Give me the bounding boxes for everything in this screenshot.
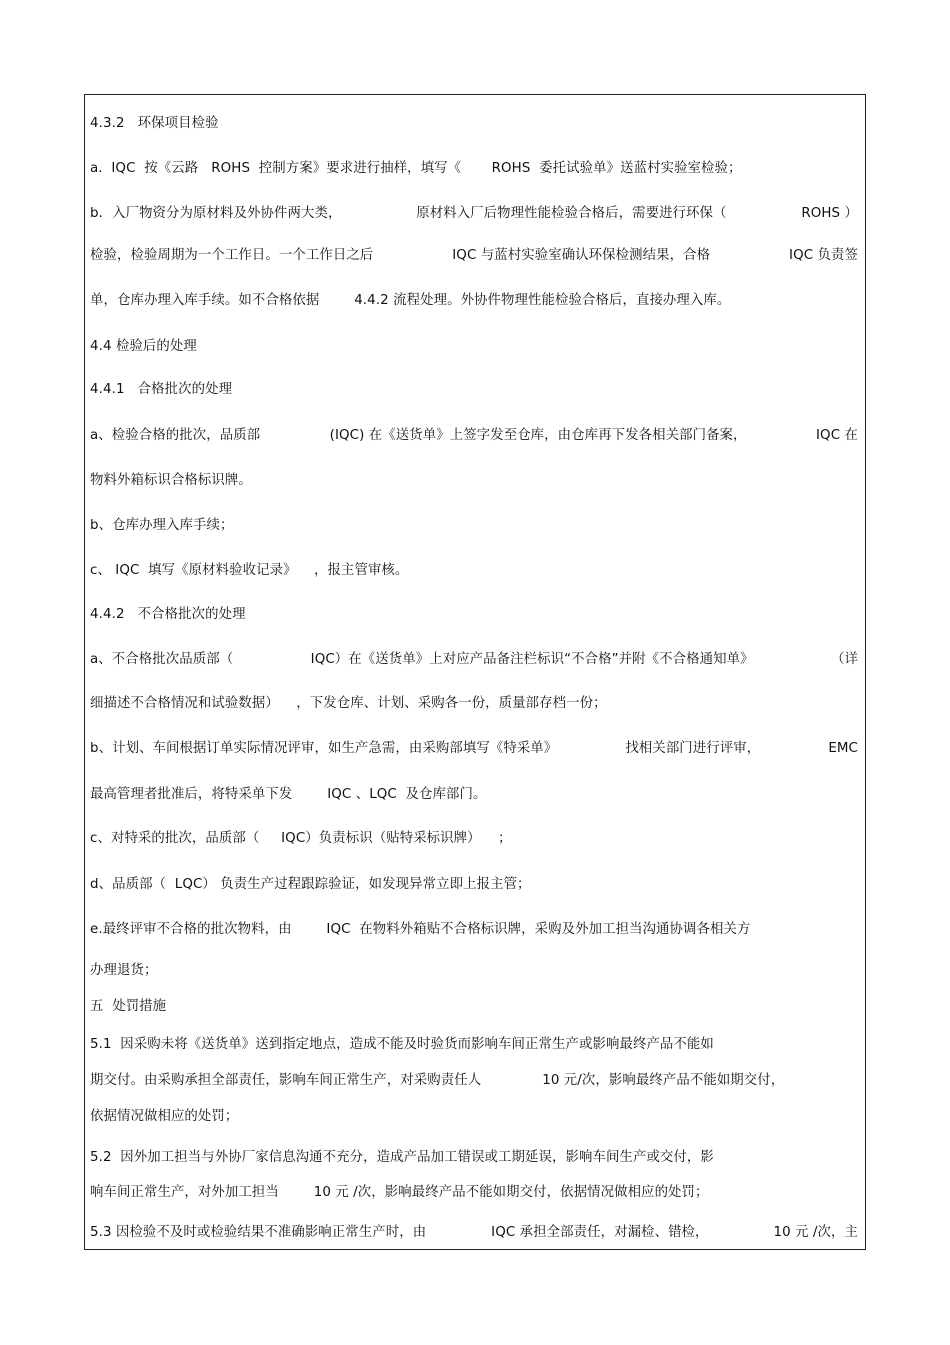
paragraph-line: 5.1 因采购未将《送货单》送到指定地点，造成不能及时验货而影响车间正常生产或影响最终产品不能如 bbox=[90, 1037, 714, 1052]
text-segment: 原材料入厂后物理性能检验合格后，需要进行环保（ bbox=[416, 206, 727, 221]
paragraph-line: d、品质部（ LQC） 负责生产过程跟踪验证，如发现异常立即上报主管； bbox=[90, 877, 531, 892]
text-segment: IQC）在《送货单》上对应产品备注栏标识“不合格”并附《不合格通知单》 bbox=[310, 652, 754, 667]
paragraph-line: e.最终评审不合格的批次物料，由 IQC 在物料外箱贴不合格标识牌，采购及外加工担当沟通协调各相关方 bbox=[90, 922, 751, 937]
paragraph-line: 办理退货； bbox=[90, 963, 158, 978]
text-segment: a、检验合格的批次，品质部 bbox=[90, 428, 261, 443]
text-segment: IQC 与蓝村实验室确认环保检测结果，合格 bbox=[452, 248, 711, 263]
text-segment: EMC bbox=[828, 741, 858, 756]
paragraph-line: 物料外箱标识合格标识牌。 bbox=[90, 473, 252, 488]
section-heading-5: 五 处罚措施 bbox=[90, 999, 167, 1014]
section-heading-4-4: 4.4 检验后的处理 bbox=[90, 339, 197, 354]
paragraph-line: 依据情况做相应的处罚； bbox=[90, 1109, 239, 1124]
paragraph-line bbox=[90, 740, 858, 758]
paragraph-line: c、对特采的批次，品质部（ IQC）负责标识（贴特采标识牌） ； bbox=[90, 831, 512, 846]
paragraph-line: 响车间正常生产，对外加工担当 10 元 /次，影响最终产品不能如期交付，依据情况做相应的处罚； bbox=[90, 1185, 709, 1200]
paragraph-line bbox=[90, 651, 858, 669]
text-segment: a、不合格批次品质部（ bbox=[90, 652, 234, 667]
paragraph-line: b、仓库办理入库手续； bbox=[90, 518, 234, 533]
section-heading-4-3-2: 4.3.2 环保项目检验 bbox=[90, 116, 219, 131]
text-segment: IQC 在 bbox=[816, 428, 858, 443]
text-segment: ROHS ） bbox=[801, 206, 858, 221]
text-segment: b．入厂物资分为原材料及外协件两大类， bbox=[90, 206, 342, 221]
text-segment: (IQC) 在《送货单》上签字发至仓库，由仓库再下发各相关部门备案， bbox=[329, 428, 747, 443]
paragraph-line bbox=[90, 247, 858, 265]
paragraph-line: 细描述不合格情况和试验数据） ，下发仓库、计划、采购各一份，质量部存档一份； bbox=[90, 696, 607, 711]
text-segment: IQC 负责签 bbox=[789, 248, 858, 263]
paragraph-line bbox=[90, 205, 858, 223]
paragraph-line: 单，仓库办理入库手续。如不合格依据 4.4.2 流程处理。外协件物理性能检验合格后，直接办理入库。 bbox=[90, 293, 731, 308]
text-segment: b、计划、车间根据订单实际情况评审，如生产急需，由采购部填写《特采单》 bbox=[90, 741, 558, 756]
paragraph-line: c、 IQC 填写《原材料验收记录》 ，报主管审核。 bbox=[90, 563, 409, 578]
paragraph-line: 5.2 因外加工担当与外协厂家信息沟通不充分，造成产品加工错误或工期延误，影响车间生产或交付，影 bbox=[90, 1150, 714, 1165]
paragraph-line: 期交付。由采购承担全部责任，影响车间正常生产，对采购责任人 10 元/次，影响最终产品不能如期交付， bbox=[90, 1073, 785, 1088]
text-segment: 找相关部门进行评审， bbox=[625, 741, 761, 756]
paragraph-line: a. IQC 按《云路 ROHS 控制方案》要求进行抽样，填写《 ROHS 委托试验单》送蓝村实验室检验； bbox=[90, 161, 742, 176]
section-heading-4-4-2: 4.4.2 不合格批次的处理 bbox=[90, 607, 246, 622]
text-segment: 检验，检验周期为一个工作日。一个工作日之后 bbox=[90, 248, 374, 263]
section-heading-4-4-1: 4.4.1 合格批次的处理 bbox=[90, 382, 233, 397]
text-segment: 5.3 因检验不及时或检验结果不准确影响正常生产时，由 bbox=[90, 1225, 427, 1240]
text-segment: 10 元 /次，主 bbox=[773, 1225, 858, 1240]
text-segment: （详 bbox=[831, 652, 858, 667]
paragraph-line: 最高管理者批准后，将特采单下发 IQC 、LQC 及仓库部门。 bbox=[90, 787, 487, 802]
paragraph-line bbox=[90, 427, 858, 445]
paragraph-line bbox=[90, 1224, 858, 1242]
text-segment: IQC 承担全部责任，对漏检、错检， bbox=[491, 1225, 709, 1240]
